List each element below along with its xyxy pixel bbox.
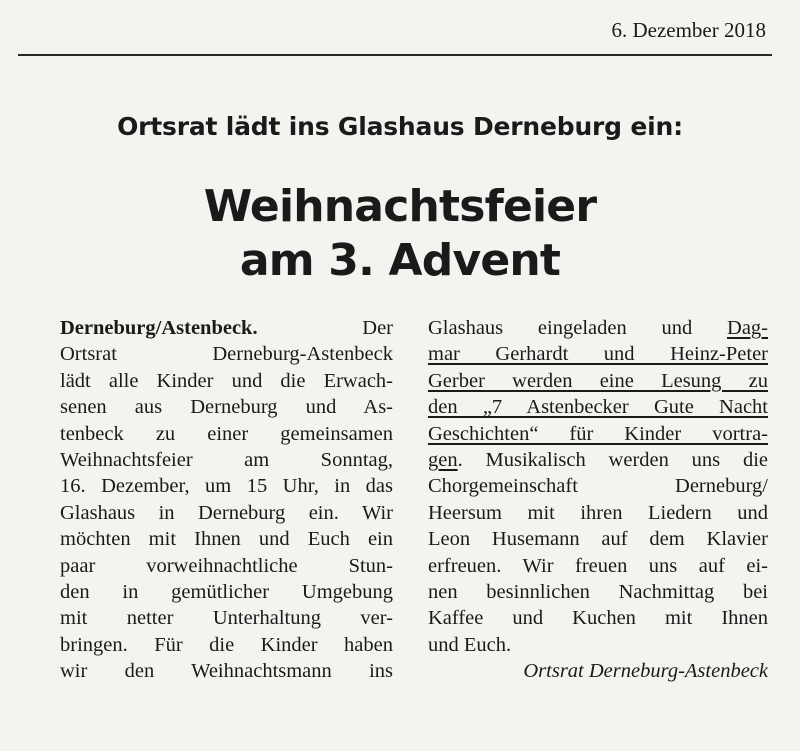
body-line: Weihnachtsfeier am Sonntag, [60, 449, 393, 472]
body-line: Leon Husemann auf dem Klavier [428, 528, 768, 551]
body-line: Derneburg/Astenbeck. Der [60, 317, 393, 339]
body-line: wir den Weihnachtsmann ins [60, 660, 393, 683]
body-line-underlined: mar Gerhardt und Heinz-Peter [428, 343, 768, 366]
body-line: und Euch. [428, 633, 512, 656]
article-column-right [428, 315, 768, 685]
body-line: Glashaus eingeladen und Dag- [428, 317, 768, 339]
underlined-text: gen [428, 449, 458, 472]
body-line: tenbeck zu einer gemeinsamen [60, 422, 393, 445]
article-signature: Ortsrat Derneburg-Astenbeck [523, 660, 768, 683]
dateline: Derneburg/Astenbeck. [60, 317, 258, 339]
body-line: Ortsrat Derneburg-Astenbeck [60, 343, 393, 366]
body-line: möchten mit Ihnen und Euch ein [60, 528, 393, 551]
body-line: paar vorweihnachtliche Stun- [60, 554, 393, 577]
body-line: 16. Dezember, um 15 Uhr, in das [60, 475, 393, 498]
article-column-left [60, 315, 393, 685]
body-line: Chorgemeinschaft Derneburg/ [428, 475, 768, 498]
body-line: nen besinnlichen Nachmittag bei [428, 581, 768, 604]
headline-line-2: am 3. Advent [239, 235, 561, 286]
body-line-underlined: Gerber werden eine Lesung zu [428, 369, 768, 392]
underlined-text: Dag- [727, 317, 768, 339]
article-kicker: Ortsrat lädt ins Glashaus Derneburg ein: [117, 112, 683, 141]
body-line: Glashaus in Derneburg ein. Wir [60, 501, 393, 524]
body-line-underlined: den „7 Astenbecker Gute Nacht [428, 396, 768, 419]
body-line: den in gemütlicher Umgebung [60, 581, 393, 604]
body-line: bringen. Für die Kinder haben [60, 633, 393, 656]
publication-date: 6. Dezember 2018 [611, 18, 766, 42]
body-line: senen aus Derneburg und As- [60, 396, 393, 419]
article-headline [0, 180, 800, 288]
body-line: lädt alle Kinder und die Erwach- [60, 369, 393, 392]
body-line: mit netter Unterhaltung ver- [60, 607, 393, 630]
body-line: Heersum mit ihren Liedern und [428, 501, 768, 524]
headline-line-1: Weihnachtsfeier [203, 181, 597, 232]
body-line: Kaffee und Kuchen mit Ihnen [428, 607, 768, 630]
body-line: erfreuen. Wir freuen uns auf ei- [428, 554, 768, 577]
header-rule [18, 54, 772, 56]
body-line: gen. Musikalisch werden uns die [428, 449, 768, 472]
body-line-underlined: Geschichten“ für Kinder vortra- [428, 422, 768, 445]
